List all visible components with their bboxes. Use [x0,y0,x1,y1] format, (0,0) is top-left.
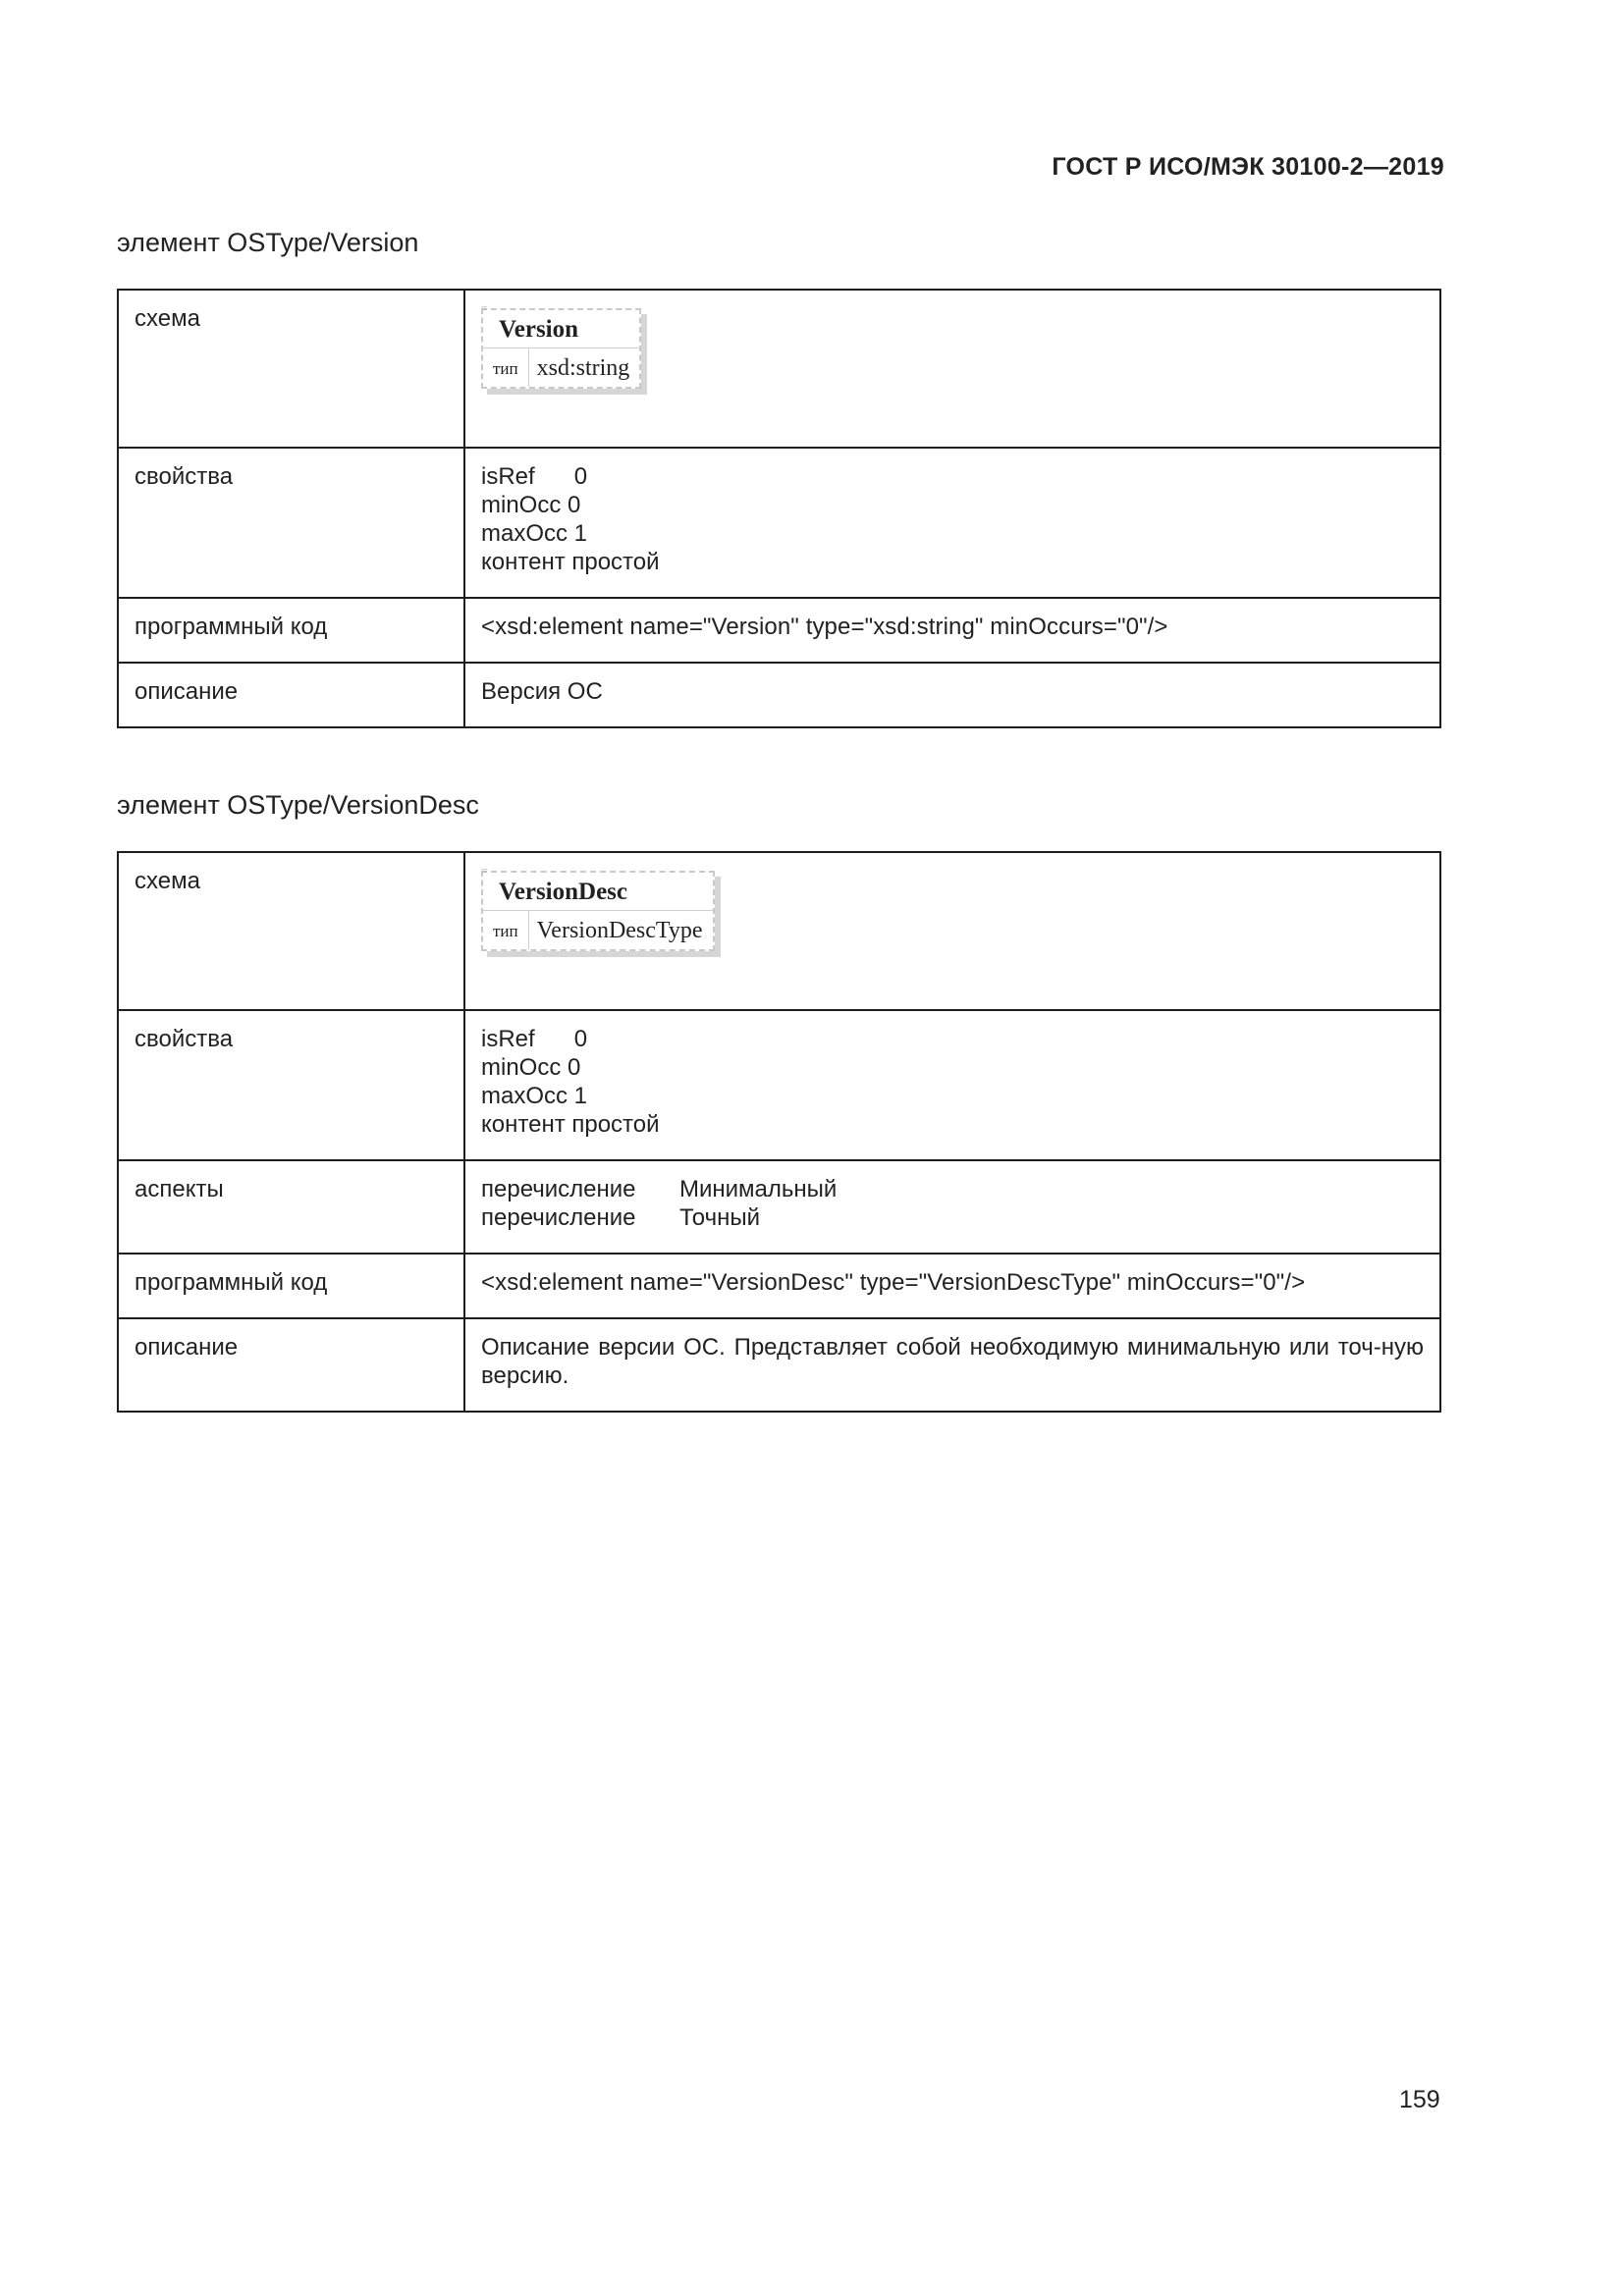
code-label: программный код [118,598,464,663]
scheme-cell [464,290,1440,448]
props-row [118,1010,1440,1160]
diagram-element-name: Version [483,310,639,348]
diagram-type-value: VersionDescType [536,918,703,943]
desc-cell: Версия ОС [464,663,1440,727]
schema-diagram [481,864,715,951]
prop-content: контент простой [481,549,660,575]
code-cell: <xsd:element name="Version" type="xsd:string" minOccurs="0"/> [464,598,1440,663]
schema-diagram [481,301,641,389]
prop-maxocc: maxOcc 1 [481,1083,588,1109]
prop-isref: isRef 0 [481,1026,588,1052]
prop-minocc: minOcc 0 [481,1054,581,1081]
props-label: свойства [118,1010,464,1160]
diagram-type-key: тип [483,911,529,949]
desc-row [118,1318,1440,1412]
props-cell [464,448,1440,598]
aspect-item [481,1175,1424,1203]
desc-label: описание [118,1318,464,1412]
code-label: программный код [118,1254,464,1318]
desc-cell: Описание версии ОС. Представляет собой необходимую минимальную или точ-ную версию. [464,1318,1440,1412]
aspect-value: Минимальный [679,1176,838,1202]
aspect-key: перечисление [481,1176,636,1202]
scheme-cell [464,852,1440,1010]
code-cell: <xsd:element name="VersionDesc" type="VersionDescType" minOccurs="0"/> [464,1254,1440,1318]
props-row [118,448,1440,598]
code-row [118,1254,1440,1318]
scheme-label: схема [118,852,464,1010]
code-row [118,598,1440,663]
element-table-versiondesc [117,851,1441,1413]
diagram-type-row [483,911,713,949]
prop-minocc: minOcc 0 [481,492,581,518]
element-title-version: элемент OSType/Version [117,228,419,257]
standard-code-header: ГОСТ Р ИСО/МЭК 30100-2—2019 [1052,153,1444,181]
diagram-type-row [483,348,639,387]
aspect-key: перечисление [481,1204,636,1231]
aspects-row [118,1160,1440,1254]
aspects-label: аспекты [118,1160,464,1254]
aspect-item [481,1203,1424,1232]
element-title-versiondesc: элемент OSType/VersionDesc [117,790,479,820]
element-table-version [117,289,1441,728]
props-cell [464,1010,1440,1160]
page-number: 159 [1399,2086,1440,2113]
aspects-cell [464,1160,1440,1254]
diagram-menu-icon: ≡ [481,301,488,315]
diagram-element-name: VersionDesc [483,873,713,911]
scheme-row [118,852,1440,1010]
props-label: свойства [118,448,464,598]
desc-label: описание [118,663,464,727]
prop-maxocc: maxOcc 1 [481,520,588,547]
diagram-type-key: тип [483,348,529,387]
aspect-value: Точный [679,1204,761,1231]
prop-isref: isRef 0 [481,463,588,490]
desc-row [118,663,1440,727]
scheme-row [118,290,1440,448]
diagram-type-value: xsd:string [536,355,630,381]
prop-content: контент простой [481,1111,660,1138]
scheme-label: схема [118,290,464,448]
diagram-menu-icon: ≡ [481,864,488,878]
